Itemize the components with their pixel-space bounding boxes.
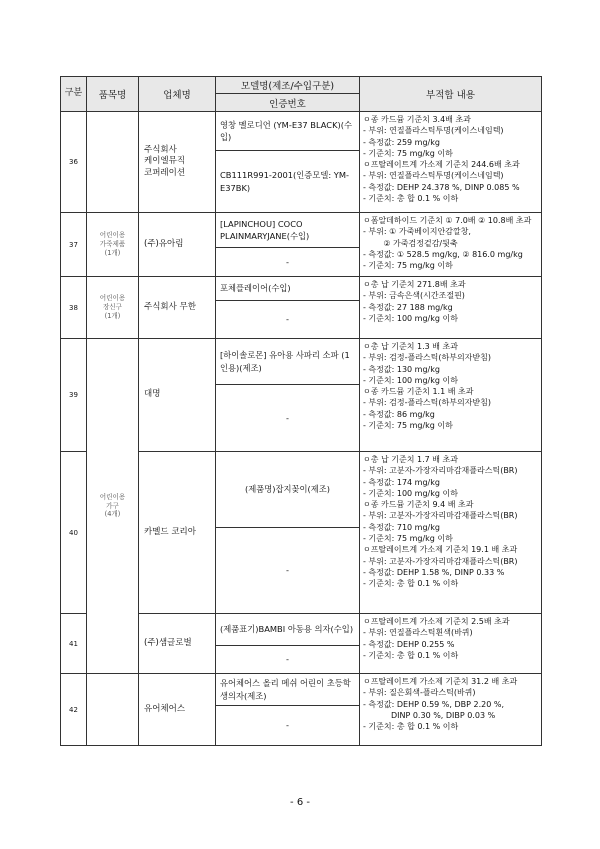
detail-line: ㅇ프탈레이트계 가소제 기준치 244.6배 초과: [363, 160, 520, 170]
company-38: 주식회사 무한: [139, 277, 216, 339]
cert-38: -: [216, 301, 360, 339]
detail-line: ㅇ프탈레이트계 가소제 기준치 31.2 배 초과: [363, 677, 518, 686]
detail-line: - 부위: 연질플라스틱투명(케이스네임텍): [363, 171, 504, 181]
detail-line: - 측정값: DEHP 1.58 %, DINP 0.33 %: [363, 567, 505, 577]
detail-line: ㅇ종 카드뮴 기준치 3.4배 초과: [363, 115, 471, 124]
detail-line: - 기준치: 총 합 0.1 % 이하: [363, 194, 459, 204]
item-37: 어린이용 가죽제품 (1개): [87, 213, 139, 277]
row-no-38: 38: [61, 277, 87, 339]
item-39-42: 어린이용 가구 (4개): [87, 339, 139, 674]
detail-line: - 기준치: 총 합 0.1 % 이하: [363, 650, 459, 660]
detail-line: - 측정값: DEHP 24.378 %, DINP 0.085 %: [363, 182, 520, 192]
detail-line: - 측정값: DEHP 0.255 %: [363, 639, 455, 649]
detail-line: - 부위: 금속은색(시간조절핀): [363, 291, 465, 301]
header-model: 모델명(제조/수입구분): [216, 77, 360, 94]
detail-line: - 부위: 질은회색-플라스틱(바퀴): [363, 688, 476, 698]
detail-line: - 측정값: ① 528.5 mg/kg, ② 816.0 mg/kg: [363, 249, 523, 259]
item-38: 어린이용 장신구 (1개): [87, 277, 139, 339]
company-36: 주식회사 케이엘뮤직 코퍼레이션: [139, 112, 216, 213]
detail-line: - 측정값: 86 mg/kg: [363, 409, 435, 419]
detail-line: - 기준치: 75 mg/kg 이하: [363, 261, 453, 271]
detail-line: ㅇ종 카드뮴 기준치 1.1 배 초과: [363, 387, 474, 397]
detail-line: ㅇ총 납 기준치 1.7 배 초과: [363, 455, 458, 464]
detail-line: - 기준치: 75 mg/kg 이하: [363, 534, 453, 544]
item-cell-36: [87, 112, 139, 213]
model-38: 포체플레이어(수입): [216, 277, 360, 301]
model-39: [하이솔로몬] 유아용 사파리 소파 (1인용)(제조): [216, 339, 360, 385]
header-no: 구분: [61, 77, 87, 112]
detail-line: - 부위: 고분자-가장자리마감재플라스틱(BR): [363, 511, 518, 521]
cert-42: -: [216, 706, 360, 746]
detail-line: - 부위: 연질플라스틱흰색(바퀴): [363, 628, 473, 638]
detail-line: ㅇ종 카드뮴 기준치 9.4 배 초과: [363, 500, 474, 510]
detail-line: - 기준치: 75 mg/kg 이하: [363, 148, 453, 158]
company-40: 카멜드 코리아: [139, 452, 216, 614]
model-41: (제품표기)BAMBI 아동용 의자(수입): [216, 614, 360, 646]
detail-line: - 부위: 연질플라스틱투명(케이스네임텍): [363, 126, 504, 136]
company-41: (주)샘글로벌: [139, 614, 216, 674]
detail-line: - 부위: 검정-플라스틱(하부의자받침): [363, 398, 491, 408]
detail-line: DINP 0.30 %, DIBP 0.03 %: [363, 710, 496, 720]
cert-37: -: [216, 248, 360, 277]
item-cell-42: [87, 674, 139, 746]
detail-line: - 부위: 고분자-가장자리마감재플라스틱(BR): [363, 556, 518, 566]
page-number: - 6 -: [290, 797, 310, 808]
header-company: 업체명: [139, 77, 216, 112]
detail-39: [360, 339, 542, 452]
row-no-40: 40: [61, 452, 87, 614]
nonconformity-table: [60, 76, 542, 746]
detail-line: - 기준치: 75 mg/kg 이하: [363, 421, 453, 431]
company-39: 대명: [139, 339, 216, 452]
detail-line: - 부위: 고분자-가장자리마감재플라스틱(BR): [363, 466, 518, 476]
detail-line: - 기준치: 100 mg/kg 이하: [363, 488, 458, 498]
detail-line: - 부위: ① 가죽베이지안감깔창,: [363, 227, 471, 237]
header-detail: 부적합 내용: [360, 77, 542, 112]
model-37: [LAPINCHOU] COCO PLAINMARYJANE(수입): [216, 213, 360, 248]
header-cert: 인증번호: [216, 94, 360, 112]
detail-line: - 측정값: 710 mg/kg: [363, 522, 440, 532]
detail-42: [360, 674, 542, 746]
model-36: 영창 멜로디언 (YM-E37 BLACK)(수입): [216, 112, 360, 151]
detail-line: ㅇ프탈레이트계 가소제 기준치 2.5배 초과: [363, 617, 510, 626]
row-no-41: 41: [61, 614, 87, 674]
cert-36: CB111R991-2001(인증모델: YM-E37BK): [216, 151, 360, 213]
detail-line: - 측정값: 27 188 mg/kg: [363, 302, 453, 312]
detail-40: [360, 452, 542, 614]
detail-line: - 측정값: 174 mg/kg: [363, 477, 440, 487]
header-item: 품목명: [87, 77, 139, 112]
detail-line: - 측정값: 259 mg/kg: [363, 137, 440, 147]
company-42: 유어체어스: [139, 674, 216, 746]
row-no-37: 37: [61, 213, 87, 277]
model-42: 유어체어스 올리 메쉬 어린이 초등학생의자(제조): [216, 674, 360, 706]
detail-37: [360, 213, 542, 277]
detail-line: ㅇ폼알데하이드 기준치 ① 7.0배 ② 10.8배 초과: [363, 216, 532, 225]
detail-41: [360, 614, 542, 674]
row-no-39: 39: [61, 339, 87, 452]
detail-line: - 기준치: 100 mg/kg 이하: [363, 313, 458, 323]
detail-line: ㅇ프탈레이트계 가소제 기준치 19.1 배 초과: [363, 545, 518, 555]
detail-line: ㅇ총 납 기준치 1.3 배 초과: [363, 342, 458, 351]
detail-line: - 부위: 검정-플라스틱(하부의자받침): [363, 353, 491, 363]
company-37: (주)유아림: [139, 213, 216, 277]
detail-line: - 측정값: DEHP 0.59 %, DBP 2.20 %,: [363, 699, 505, 709]
row-no-42: 42: [61, 674, 87, 746]
detail-line: - 측정값: 130 mg/kg: [363, 364, 440, 374]
cert-39: -: [216, 385, 360, 452]
cert-40: -: [216, 528, 360, 614]
detail-36: [360, 112, 542, 213]
detail-line: ㅇ총 납 기준치 271.8배 초과: [363, 280, 466, 289]
cert-41: -: [216, 646, 360, 674]
detail-line: - 기준치: 총 합 0.1 % 이하: [363, 722, 459, 732]
detail-38: [360, 277, 542, 339]
detail-line: - 기준치: 총 합 0.1 % 이하: [363, 579, 459, 589]
model-40: (제품명)잡지꽂이(제조): [216, 452, 360, 528]
detail-line: ② 가죽검정겉감/뒷축: [363, 238, 458, 248]
detail-line: - 기준치: 100 mg/kg 이하: [363, 375, 458, 385]
row-no-36: 36: [61, 112, 87, 213]
